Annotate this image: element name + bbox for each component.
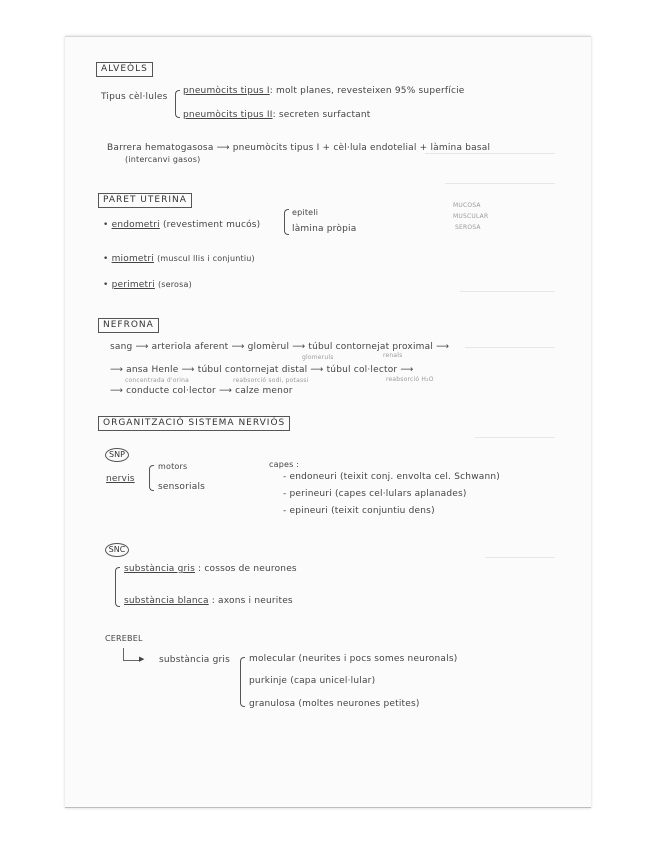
brace-icon xyxy=(149,465,154,491)
cerebel-substancia-gris: substància gris xyxy=(159,655,230,665)
nervis: nervis xyxy=(106,474,135,484)
barrera-line: Barrera hematogasosa ⟶ pneumòcits tipus I + cèl·lula endotelial + làmina basal xyxy=(107,143,491,153)
heading-paret-uterina: PARET UTERINA xyxy=(98,193,192,208)
lamina-propia: làmina pròpia xyxy=(292,224,357,234)
perimetri-desc: (serosa) xyxy=(157,280,192,289)
brace-icon xyxy=(175,90,180,118)
capa-molecular: molecular (neurites i pocs somes neuronals) xyxy=(249,654,458,664)
bleed-through-line xyxy=(460,291,555,292)
miometri: miometri xyxy=(111,254,154,264)
arrow-icon: ▶ xyxy=(139,655,145,663)
capes-label: capes : xyxy=(269,460,300,469)
note-reabsorcio-h2o: reabsorció H₂O xyxy=(386,376,434,383)
cerebel-label: CEREBEL xyxy=(105,634,143,643)
endometri-line: • endometri (revestiment mucós) xyxy=(103,220,261,230)
note-concentrada: concentrada d'orina xyxy=(125,377,189,384)
epiteli: epiteli xyxy=(292,208,319,217)
substancia-blanca: substància blanca xyxy=(124,596,209,606)
endometri-desc: (revestiment mucós) xyxy=(162,220,261,230)
note-reabsorcio-sodi: reabsorció sodi, potassi xyxy=(233,377,309,384)
perimetri-line: • perimetri (serosa) xyxy=(103,280,192,290)
nefrona-line-1: sang ⟶ arteriola aferent ⟶ glomèrul ⟶ túbul contornejat proximal ⟶ xyxy=(110,342,450,352)
capa-purkinje: purkinje (capa unicel·lular) xyxy=(249,676,376,686)
notebook-page xyxy=(65,36,591,808)
pneumocit-2-line xyxy=(183,111,371,120)
brace-icon xyxy=(240,657,245,707)
pneumocit-1-desc: : molt planes, revesteixen 95% superfície xyxy=(269,86,465,96)
snp-circle: SNP xyxy=(105,448,129,462)
substancia-gris-line xyxy=(124,565,297,574)
arrow-stem xyxy=(123,648,124,660)
heading-sistema-nervios: ORGANITZACIÓ SISTEMA NERVIÓS xyxy=(98,416,290,431)
heading-nefrona: NEFRONA xyxy=(98,318,159,333)
miometri-desc: (muscul llis i conjuntiu) xyxy=(157,254,255,263)
bleed-through-line xyxy=(475,437,555,438)
substancia-blanca-line xyxy=(124,597,293,606)
snc-circle: SNC xyxy=(105,543,129,557)
bleed-through-line xyxy=(465,347,555,348)
note-renals: renals xyxy=(383,352,403,359)
endometri: endometri xyxy=(111,220,160,230)
pneumocit-2-desc: : secreten surfactant xyxy=(272,110,371,120)
perineuri: - perineuri (capes cel·lulars aplanades) xyxy=(283,489,467,499)
side-note-muscular: MUSCULAR xyxy=(453,213,489,220)
perimetri: perimetri xyxy=(111,280,155,290)
bleed-through-line xyxy=(485,557,555,558)
brace-icon xyxy=(284,209,289,235)
motors: motors xyxy=(158,462,188,471)
substancia-blanca-desc: : axons i neurites xyxy=(211,596,293,606)
bleed-through-line xyxy=(445,183,555,184)
brace-icon xyxy=(115,567,120,607)
heading-alveols: ALVEÒLS xyxy=(96,62,153,77)
pneumocit-1: pneumòcits tipus I xyxy=(183,86,270,96)
epineuri: - epineuri (teixit conjuntiu dens) xyxy=(283,506,435,516)
pneumocit-1-line xyxy=(183,87,465,96)
note-glomeruls: glomeruls xyxy=(302,354,334,361)
nefrona-line-3: ⟶ conducte col·lector ⟶ calze menor xyxy=(110,386,293,396)
side-note-serosa: SEROSA xyxy=(455,224,481,231)
bleed-through-line xyxy=(425,153,555,154)
substancia-gris: substància gris xyxy=(124,564,195,574)
pneumocit-2: pneumòcits tipus II xyxy=(183,110,273,120)
side-note-mucosa: MUCOSA xyxy=(453,202,481,209)
miometri-line: • miometri (muscul llis i conjuntiu) xyxy=(103,254,255,264)
barrera-sub: (intercanvi gasos) xyxy=(125,155,201,164)
sensorials: sensorials xyxy=(158,482,206,492)
substancia-gris-desc: : cossos de neurones xyxy=(198,564,297,574)
nefrona-line-2: ⟶ ansa Henle ⟶ túbul contornejat distal ⟶ túbul col·lector ⟶ xyxy=(110,365,414,375)
endoneuri: - endoneuri (teixit conj. envolta cel. Schwann) xyxy=(283,472,500,482)
capa-granulosa: granulosa (moltes neurones petites) xyxy=(249,699,420,709)
tipus-cells-label: Tipus cèl·lules xyxy=(101,92,168,102)
